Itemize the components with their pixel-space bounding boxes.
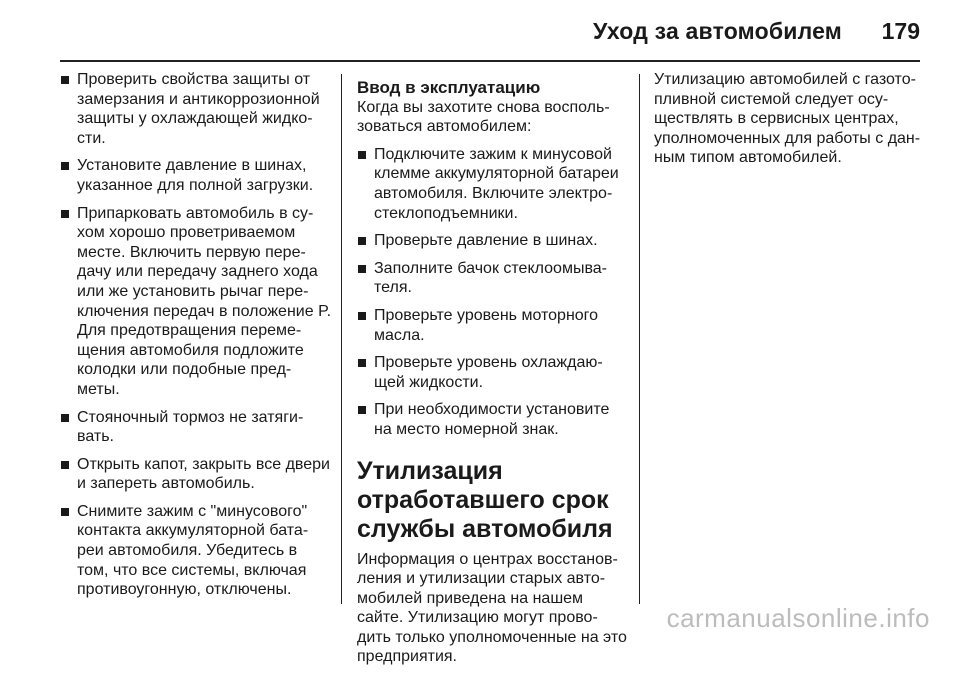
column-middle [357, 70, 627, 675]
section-subheading: Ввод в эксплуатацию [357, 78, 541, 97]
column-left [60, 70, 332, 608]
list-item: Заполните бачок стеклоомыва- теля. [357, 259, 627, 298]
watermark: carmanualsonline.info [666, 603, 930, 633]
section-intro: Когда вы захотите снова восполь- зоваться автомобилем: [357, 98, 610, 136]
section-paragraph: Утилизацию автомобилей с газото- пливной системой следует осу- ществлять в сервисных центрах, уполномоченных для работы с дан- ным типом автомобилей. [654, 71, 921, 167]
column-right [654, 70, 926, 176]
bullet-icon [61, 461, 69, 469]
bullet-icon [358, 359, 366, 367]
column-divider-2 [639, 74, 640, 604]
checklist-recommissioning [357, 145, 627, 440]
header-divider [60, 60, 920, 62]
page-number: 179 [881, 18, 920, 44]
bullet-icon [61, 508, 69, 516]
list-item: Проверить свойства защиты от замерзания и антикоррозионной защиты у охлаждающей жидко- сти. [60, 70, 332, 148]
list-item: Открыть капот, закрыть все двери и запереть автомобиль. [60, 455, 332, 494]
bullet-icon [61, 76, 69, 84]
list-item: Установите давление в шинах, указанное для полной загрузки. [60, 156, 332, 195]
bullet-icon [358, 265, 366, 273]
bullet-icon [61, 162, 69, 170]
bullet-icon [358, 151, 366, 159]
list-item: Проверьте уровень моторного масла. [357, 306, 627, 345]
page-header [0, 0, 960, 62]
list-item: Подключите зажим к минусовой клемме аккумуляторной батареи автомобиля. Включите электро- стеклоподъемники. [357, 145, 627, 223]
list-item: Стояночный тормоз не затяги- вать. [60, 408, 332, 447]
section-heading: Утилизация отработавшего срок службы автомобиля [357, 456, 613, 543]
list-item: Снимите зажим с "минусового" контакта аккумуляторной бата- реи автомобиля. Убедитесь в том, что все системы, включая противоугонную, отключены. [60, 502, 332, 600]
checklist-preparation [60, 70, 332, 600]
page-title: Уход за автомобилем [592, 18, 842, 44]
column-divider-1 [341, 74, 342, 604]
list-item: При необходимости установите на место номерной знак. [357, 400, 627, 439]
bullet-icon [61, 210, 69, 218]
list-item: Проверьте уровень охлаждаю- щей жидкости. [357, 353, 627, 392]
bullet-icon [358, 237, 366, 245]
list-item: Проверьте давление в шинах. [357, 231, 627, 251]
list-item: Припарковать автомобиль в су- хом хорошо проветриваемом месте. Включить первую пере- дачу или передачу заднего хода или же установить рычаг пере- ключения передач в положение P. Для предотвращения переме- щения автомобиля подложите колодки или подобные пред- меты. [60, 204, 332, 400]
bullet-icon [61, 414, 69, 422]
section-paragraph: Информация о центрах восстанов- ления и утилизации старых авто- мобилей приведена на нашем сайте. Утилизацию могут прово- дить только уполномоченные на это предприятия. [357, 550, 627, 666]
bullet-icon [358, 406, 366, 414]
bullet-icon [358, 312, 366, 320]
